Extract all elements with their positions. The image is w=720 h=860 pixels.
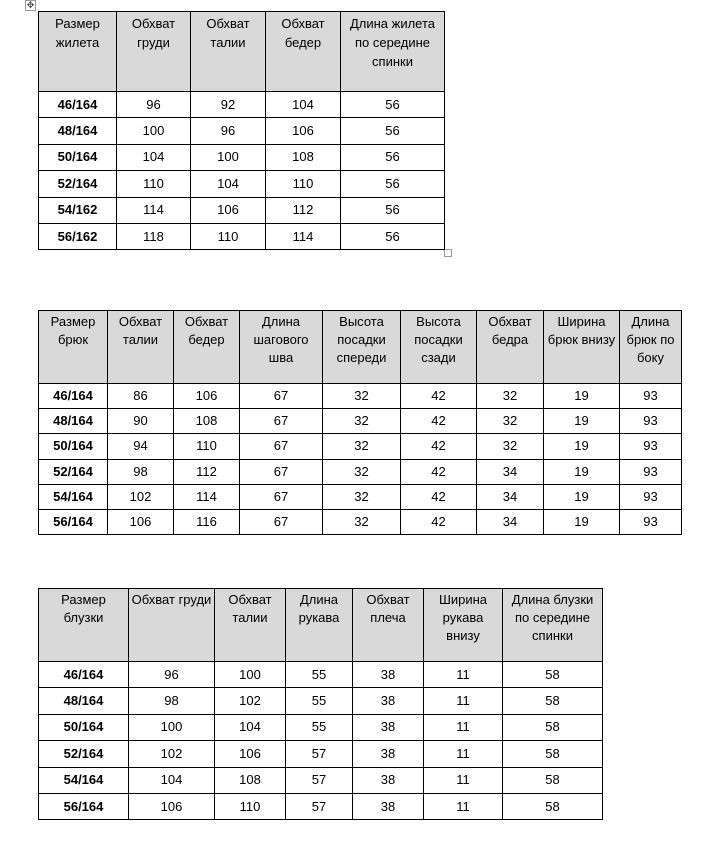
measurement-cell: 98 <box>108 459 174 484</box>
blouse-size-table <box>38 588 603 820</box>
blouse-table-body <box>39 662 603 820</box>
header-cell: Высота посадки спереди <box>323 311 401 384</box>
size-cell: 56/164 <box>39 793 129 819</box>
table-row <box>39 144 445 170</box>
measurement-cell: 34 <box>477 484 544 509</box>
measurement-cell: 38 <box>353 741 424 767</box>
header-cell: Длина брюк по боку <box>620 311 682 384</box>
measurement-cell: 38 <box>353 714 424 740</box>
size-cell: 54/164 <box>39 484 108 509</box>
header-cell: Ширина рукава внизу <box>424 589 503 662</box>
trousers-size-table <box>38 310 682 535</box>
measurement-cell: 116 <box>174 509 240 534</box>
measurement-cell: 108 <box>174 409 240 434</box>
header-cell: Длина шагового шва <box>240 311 323 384</box>
measurement-cell: 104 <box>215 714 286 740</box>
measurement-cell: 110 <box>174 434 240 459</box>
header-cell: Высота посадки сзади <box>401 311 477 384</box>
measurement-cell: 114 <box>266 223 341 249</box>
measurement-cell: 96 <box>129 662 215 688</box>
measurement-cell: 108 <box>215 767 286 793</box>
measurement-cell: 42 <box>401 409 477 434</box>
measurement-cell: 106 <box>129 793 215 819</box>
measurement-cell: 19 <box>544 459 620 484</box>
size-cell: 46/164 <box>39 384 108 409</box>
measurement-cell: 104 <box>129 767 215 793</box>
measurement-cell: 58 <box>503 662 603 688</box>
measurement-cell: 67 <box>240 384 323 409</box>
measurement-cell: 86 <box>108 384 174 409</box>
measurement-cell: 106 <box>108 509 174 534</box>
measurement-cell: 108 <box>266 144 341 170</box>
measurement-cell: 56 <box>341 92 445 118</box>
measurement-cell: 100 <box>191 144 266 170</box>
measurement-cell: 56 <box>341 118 445 144</box>
measurement-cell: 32 <box>477 384 544 409</box>
measurement-cell: 112 <box>174 459 240 484</box>
measurement-cell: 32 <box>323 434 401 459</box>
measurement-cell: 106 <box>215 741 286 767</box>
header-cell: Обхват талии <box>215 589 286 662</box>
header-cell: Обхват бедер <box>174 311 240 384</box>
table-row <box>39 459 682 484</box>
measurement-cell: 11 <box>424 793 503 819</box>
measurement-cell: 19 <box>544 484 620 509</box>
header-cell: Обхват плеча <box>353 589 424 662</box>
table-row <box>39 92 445 118</box>
trousers-table-header <box>39 311 682 384</box>
measurement-cell: 114 <box>117 197 191 223</box>
measurement-cell: 38 <box>353 688 424 714</box>
size-cell: 56/162 <box>39 223 117 249</box>
vest-size-table <box>38 11 445 250</box>
measurement-cell: 57 <box>286 767 353 793</box>
header-cell: Размер жилета <box>39 12 117 92</box>
measurement-cell: 93 <box>620 509 682 534</box>
trousers-table-body <box>39 384 682 535</box>
measurement-cell: 93 <box>620 384 682 409</box>
size-cell: 52/164 <box>39 741 129 767</box>
measurement-cell: 32 <box>477 434 544 459</box>
blouse-table-header <box>39 589 603 662</box>
size-cell: 56/164 <box>39 509 108 534</box>
table-row <box>39 434 682 459</box>
size-cell: 50/164 <box>39 144 117 170</box>
measurement-cell: 19 <box>544 434 620 459</box>
measurement-cell: 102 <box>108 484 174 509</box>
header-cell: Размер блузки <box>39 589 129 662</box>
measurement-cell: 56 <box>341 144 445 170</box>
measurement-cell: 32 <box>477 409 544 434</box>
measurement-cell: 118 <box>117 223 191 249</box>
measurement-cell: 42 <box>401 434 477 459</box>
measurement-cell: 55 <box>286 662 353 688</box>
measurement-cell: 42 <box>401 509 477 534</box>
size-cell: 50/164 <box>39 434 108 459</box>
table-row <box>39 409 682 434</box>
measurement-cell: 100 <box>117 118 191 144</box>
vest-table-header <box>39 12 445 92</box>
measurement-cell: 100 <box>129 714 215 740</box>
measurement-cell: 11 <box>424 688 503 714</box>
measurement-cell: 93 <box>620 409 682 434</box>
measurement-cell: 104 <box>266 92 341 118</box>
measurement-cell: 58 <box>503 688 603 714</box>
header-cell: Обхват талии <box>191 12 266 92</box>
measurement-cell: 98 <box>129 688 215 714</box>
measurement-cell: 93 <box>620 459 682 484</box>
size-cell: 52/164 <box>39 171 117 197</box>
header-cell: Размер брюк <box>39 311 108 384</box>
size-cell: 54/164 <box>39 767 129 793</box>
measurement-cell: 104 <box>191 171 266 197</box>
table-row <box>39 223 445 249</box>
measurement-cell: 42 <box>401 384 477 409</box>
measurement-cell: 58 <box>503 767 603 793</box>
table-row <box>39 118 445 144</box>
size-cell: 52/164 <box>39 459 108 484</box>
measurement-cell: 32 <box>323 484 401 509</box>
measurement-cell: 56 <box>341 171 445 197</box>
table-resize-handle-icon[interactable] <box>444 249 452 257</box>
measurement-cell: 67 <box>240 509 323 534</box>
header-cell: Длина блузки по середине спинки <box>503 589 603 662</box>
size-cell: 46/164 <box>39 92 117 118</box>
measurement-cell: 32 <box>323 384 401 409</box>
vest-table-body <box>39 92 445 250</box>
measurement-cell: 106 <box>191 197 266 223</box>
measurement-cell: 32 <box>323 459 401 484</box>
measurement-cell: 56 <box>341 197 445 223</box>
table-row <box>39 662 603 688</box>
measurement-cell: 110 <box>191 223 266 249</box>
measurement-cell: 19 <box>544 409 620 434</box>
measurement-cell: 67 <box>240 484 323 509</box>
measurement-cell: 34 <box>477 459 544 484</box>
table-row <box>39 509 682 534</box>
measurement-cell: 58 <box>503 741 603 767</box>
measurement-cell: 90 <box>108 409 174 434</box>
measurement-cell: 100 <box>215 662 286 688</box>
measurement-cell: 58 <box>503 714 603 740</box>
header-cell: Обхват груди <box>117 12 191 92</box>
measurement-cell: 11 <box>424 714 503 740</box>
measurement-cell: 96 <box>117 92 191 118</box>
measurement-cell: 42 <box>401 484 477 509</box>
measurement-cell: 19 <box>544 509 620 534</box>
table-row <box>39 688 603 714</box>
measurement-cell: 11 <box>424 741 503 767</box>
header-cell: Ширина брюк внизу <box>544 311 620 384</box>
measurement-cell: 114 <box>174 484 240 509</box>
header-row <box>39 589 603 662</box>
header-row <box>39 12 445 92</box>
measurement-cell: 34 <box>477 509 544 534</box>
table-row <box>39 714 603 740</box>
header-cell: Длина жилета по середине спинки <box>341 12 445 92</box>
measurement-cell: 38 <box>353 767 424 793</box>
measurement-cell: 32 <box>323 409 401 434</box>
size-cell: 48/164 <box>39 409 108 434</box>
measurement-cell: 94 <box>108 434 174 459</box>
measurement-cell: 38 <box>353 793 424 819</box>
size-cell: 48/164 <box>39 118 117 144</box>
measurement-cell: 106 <box>266 118 341 144</box>
measurement-cell: 104 <box>117 144 191 170</box>
table-row <box>39 767 603 793</box>
table-row <box>39 171 445 197</box>
measurement-cell: 92 <box>191 92 266 118</box>
measurement-cell: 93 <box>620 434 682 459</box>
table-move-handle-icon[interactable]: ✥ <box>26 0 35 10</box>
table-row <box>39 197 445 223</box>
measurement-cell: 57 <box>286 741 353 767</box>
size-cell: 50/164 <box>39 714 129 740</box>
measurement-cell: 67 <box>240 409 323 434</box>
measurement-cell: 110 <box>117 171 191 197</box>
measurement-cell: 19 <box>544 384 620 409</box>
measurement-cell: 67 <box>240 459 323 484</box>
size-cell: 54/162 <box>39 197 117 223</box>
measurement-cell: 106 <box>174 384 240 409</box>
measurement-cell: 110 <box>215 793 286 819</box>
measurement-cell: 96 <box>191 118 266 144</box>
measurement-cell: 11 <box>424 662 503 688</box>
measurement-cell: 58 <box>503 793 603 819</box>
header-cell: Обхват бедра <box>477 311 544 384</box>
header-cell: Обхват талии <box>108 311 174 384</box>
measurement-cell: 42 <box>401 459 477 484</box>
measurement-cell: 102 <box>215 688 286 714</box>
table-row <box>39 384 682 409</box>
header-cell: Длина рукава <box>286 589 353 662</box>
measurement-cell: 56 <box>341 223 445 249</box>
measurement-cell: 38 <box>353 662 424 688</box>
measurement-cell: 102 <box>129 741 215 767</box>
measurement-cell: 67 <box>240 434 323 459</box>
table-row <box>39 793 603 819</box>
measurement-cell: 57 <box>286 793 353 819</box>
measurement-cell: 55 <box>286 714 353 740</box>
measurement-cell: 93 <box>620 484 682 509</box>
measurement-cell: 55 <box>286 688 353 714</box>
size-cell: 46/164 <box>39 662 129 688</box>
measurement-cell: 110 <box>266 171 341 197</box>
header-cell: Обхват бедер <box>266 12 341 92</box>
measurement-cell: 112 <box>266 197 341 223</box>
table-row <box>39 484 682 509</box>
table-row <box>39 741 603 767</box>
measurement-cell: 32 <box>323 509 401 534</box>
size-cell: 48/164 <box>39 688 129 714</box>
header-cell: Обхват груди <box>129 589 215 662</box>
measurement-cell: 11 <box>424 767 503 793</box>
header-row <box>39 311 682 384</box>
